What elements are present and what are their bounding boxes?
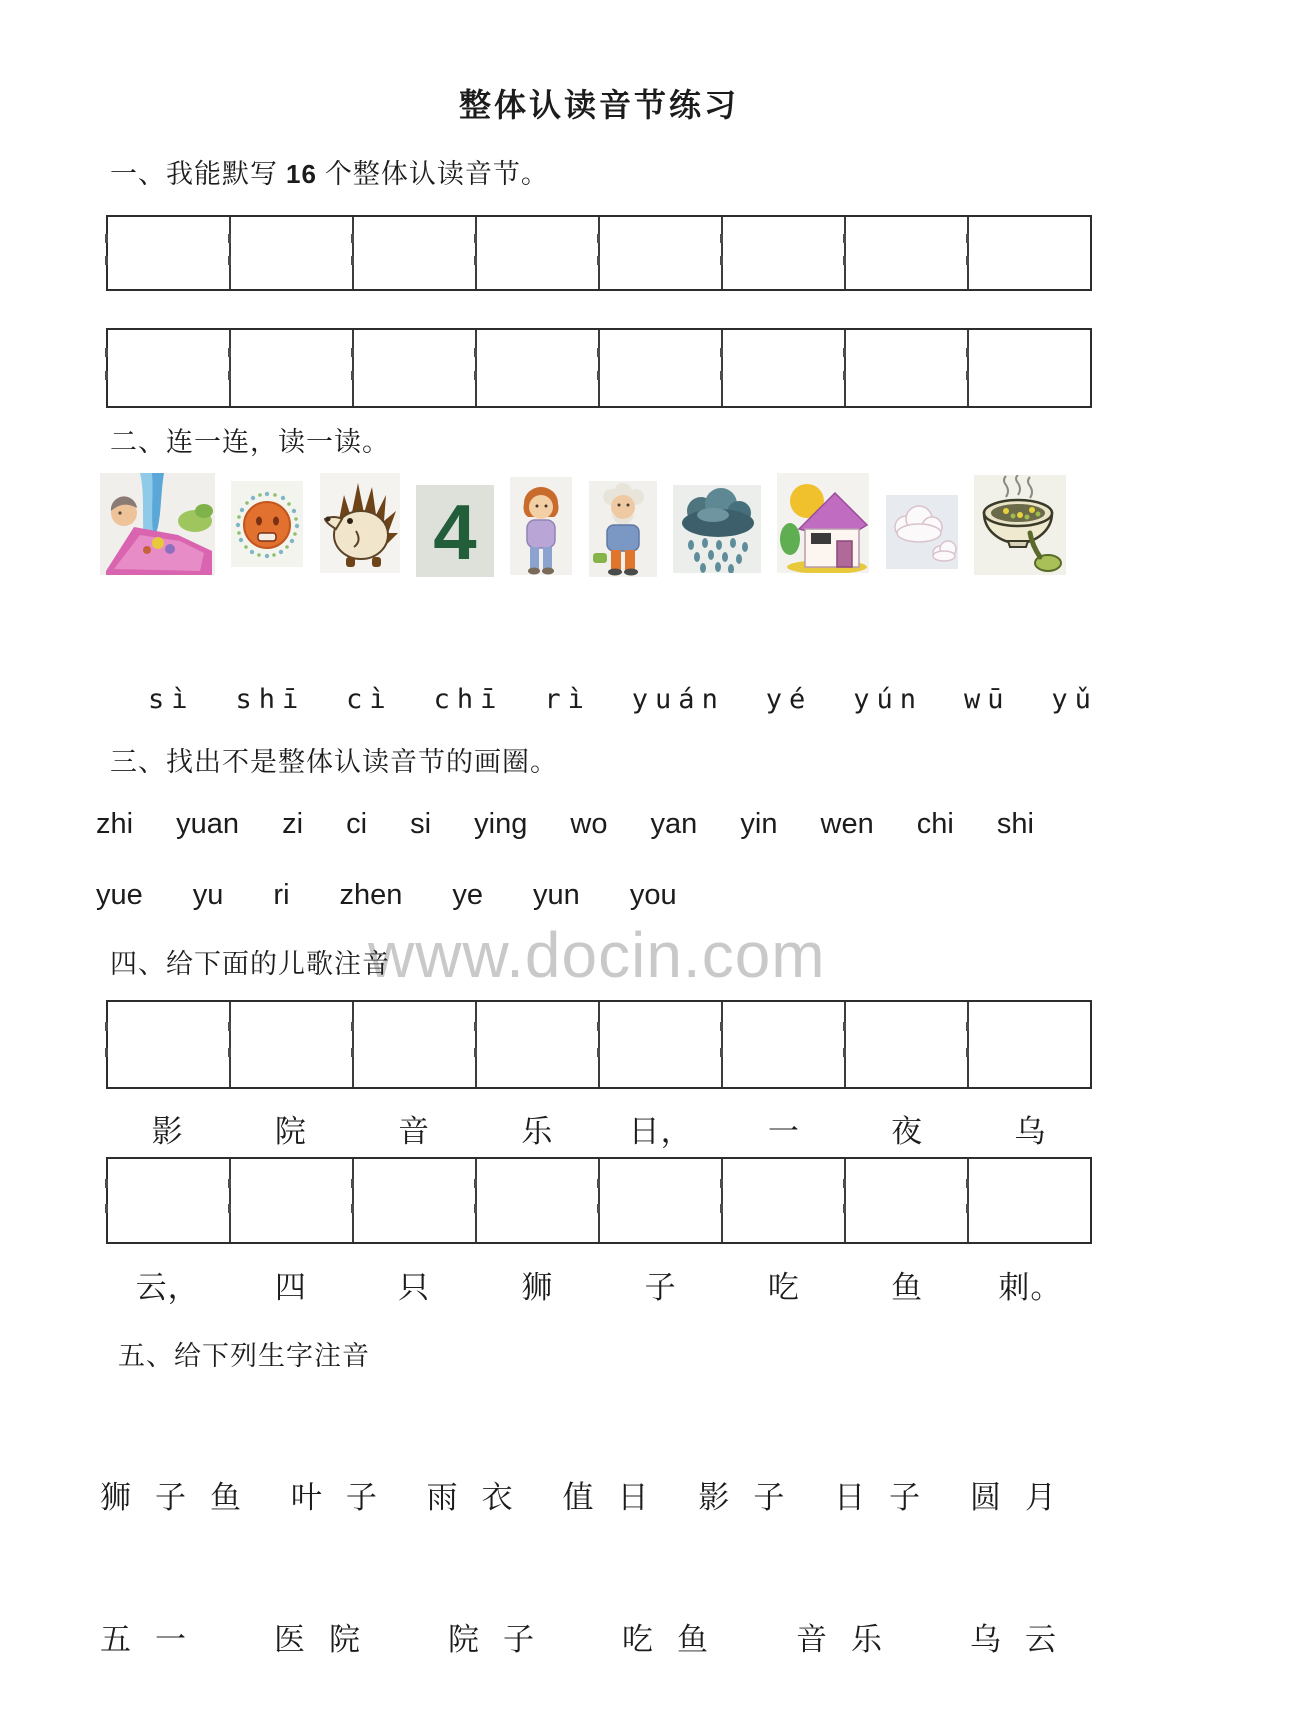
rhyme-line-2 [106, 1262, 1092, 1307]
write-cell [967, 1159, 1090, 1242]
write-cell [229, 1002, 352, 1087]
vocab-word [100, 1472, 241, 1517]
page-title: 整体认读音节练习 [458, 87, 739, 123]
syllable: ye [452, 879, 484, 911]
sun-face-image [231, 481, 303, 567]
rhyme-line-1 [106, 1106, 1092, 1151]
pinyin-token: yún [853, 684, 923, 715]
vocab-char: 狮 [100, 1480, 131, 1515]
write-cell [844, 1159, 967, 1242]
write-cell [598, 1002, 721, 1087]
vocab-char: 子 [155, 1480, 186, 1515]
vocab-word [698, 1472, 784, 1517]
vocab-char: 日 [617, 1480, 649, 1515]
syllable: yue [96, 879, 143, 911]
write-cell [721, 217, 844, 289]
write-cell [108, 1159, 229, 1242]
vocab-word [834, 1472, 920, 1517]
vocab-word [970, 1614, 1056, 1659]
child-sleeping-in-bed-image [100, 473, 215, 575]
annotation-grid-row2 [106, 1157, 1092, 1244]
syllable: zi [282, 808, 304, 840]
syllable: ci [346, 808, 368, 840]
picture-strip [100, 473, 1066, 577]
rhyme-char: 乌 [1014, 1114, 1047, 1149]
syllable: you [629, 879, 677, 911]
rhyme-char: 吃 [767, 1270, 800, 1305]
write-cell [475, 1002, 598, 1087]
write-cell [229, 1159, 352, 1242]
write-cell [844, 217, 967, 289]
vocab-char: 吃 [622, 1622, 653, 1657]
pinyin-token: chī [433, 684, 504, 715]
write-cell [229, 330, 352, 406]
rhyme-char: 院 [274, 1114, 307, 1149]
rhyme-char: 子 [644, 1270, 677, 1305]
hedgehog-image [320, 473, 400, 573]
vocab-char: 五 [100, 1622, 131, 1657]
vocab-char: 鱼 [210, 1480, 241, 1515]
section1-count: 16 [286, 159, 317, 189]
section1-heading-prefix: 一、我能默写 [110, 159, 278, 189]
rhyme-char: 鱼 [891, 1270, 924, 1305]
write-cell [967, 217, 1090, 289]
write-cell [967, 1002, 1090, 1087]
vocab-char: 值 [562, 1480, 594, 1515]
worksheet-page [96, 0, 1098, 1728]
syllable: chi [916, 808, 954, 840]
syllable: yin [740, 808, 778, 840]
vocab-word [796, 1614, 882, 1659]
vocab-char: 院 [329, 1622, 360, 1657]
vocab-char: 子 [503, 1622, 534, 1657]
syllable: wen [820, 808, 874, 840]
write-cell [352, 217, 475, 289]
vocab-char: 子 [889, 1480, 921, 1515]
rain-cloud-image [673, 485, 761, 573]
write-cell [229, 217, 352, 289]
write-cell [352, 1002, 475, 1087]
vocab-word [970, 1472, 1056, 1517]
write-cell [108, 217, 229, 289]
vocab-row-1 [100, 1472, 1056, 1517]
rhyme-char: 只 [398, 1270, 431, 1305]
rhyme-char: 云， [135, 1270, 200, 1305]
vocab-char: 乌 [970, 1622, 1001, 1657]
pinyin-answer-row [148, 684, 1098, 715]
rhyme-char: 乐 [521, 1114, 554, 1149]
child-image [510, 477, 572, 575]
write-cell [844, 1002, 967, 1087]
write-cell [475, 217, 598, 289]
rhyme-char: 音 [398, 1114, 431, 1149]
pinyin-token: yé [765, 684, 813, 715]
vocab-word [622, 1614, 708, 1659]
rhyme-char: 一 [767, 1114, 800, 1149]
section2-heading: 二、连一连，读一读。 [110, 427, 390, 457]
grandpa-image [589, 481, 657, 577]
vocab-char: 医 [274, 1622, 305, 1657]
pinyin-token: yuán [631, 684, 725, 715]
vocab-word [274, 1614, 360, 1659]
writing-grid-row2 [106, 328, 1092, 408]
write-cell [598, 330, 721, 406]
pinyin-token: sì [148, 684, 195, 715]
vocab-char: 云 [1025, 1622, 1056, 1657]
rhyme-char: 四 [274, 1270, 307, 1305]
section5-heading: 五、给下列生字注音 [118, 1341, 370, 1371]
write-cell [721, 1002, 844, 1087]
rhyme-char: 狮 [521, 1270, 554, 1305]
vocab-row-2 [100, 1614, 1056, 1659]
syllable: yun [533, 879, 580, 911]
section1-heading [110, 152, 549, 191]
vocab-word [427, 1472, 513, 1517]
write-cell [108, 330, 229, 406]
syllable: zhen [339, 879, 403, 911]
syllable: yu [192, 879, 224, 911]
section4-heading: 四、给下面的儿歌注音 [110, 949, 390, 979]
syllable: zhi [96, 808, 134, 840]
write-cell [598, 217, 721, 289]
rhyme-char: 刺。 [998, 1270, 1063, 1305]
writing-grid-row1 [106, 215, 1092, 291]
vocab-word [100, 1614, 186, 1659]
syllable: shi [996, 808, 1034, 840]
pinyin-token: rì [544, 684, 591, 715]
rhyme-char: 日， [628, 1114, 693, 1149]
number-four-glyph: 4 [433, 488, 477, 576]
syllable: ri [273, 879, 290, 911]
soup-bowl-image [974, 475, 1066, 575]
syllable: ying [474, 808, 528, 840]
vocab-char: 影 [698, 1480, 730, 1515]
vocab-char: 叶 [290, 1480, 322, 1515]
docin-watermark: www.docin.com [368, 919, 826, 991]
vocab-char: 日 [834, 1480, 866, 1515]
vocab-char: 乐 [851, 1622, 882, 1657]
rhyme-char: 夜 [891, 1114, 924, 1149]
syllable: wo [570, 808, 608, 840]
vocab-char: 鱼 [677, 1622, 708, 1657]
pinyin-token: wū [963, 684, 1011, 715]
vocab-word [291, 1472, 377, 1517]
syllable: yuan [176, 808, 240, 840]
house-with-sun-image [777, 473, 869, 573]
syllable: yan [650, 808, 698, 840]
write-cell [721, 1159, 844, 1242]
section3-heading: 三、找出不是整体认读音节的画圈。 [110, 747, 558, 777]
vocab-char: 音 [796, 1622, 827, 1657]
write-cell [844, 330, 967, 406]
vocab-char: 圆 [969, 1480, 1001, 1515]
write-cell [352, 1159, 475, 1242]
pinyin-token: yǔ [1051, 684, 1098, 715]
vocab-word [562, 1472, 648, 1517]
pinyin-token: cì [346, 684, 393, 715]
vocab-char: 子 [345, 1480, 377, 1515]
syllable-row-1 [96, 808, 1034, 841]
clouds-image [886, 495, 958, 569]
vocab-char: 院 [448, 1622, 479, 1657]
section1-heading-suffix: 个整体认读音节。 [324, 159, 549, 189]
vocab-char: 子 [753, 1480, 785, 1515]
write-cell [475, 1159, 598, 1242]
write-cell [598, 1159, 721, 1242]
write-cell [352, 330, 475, 406]
vocab-char: 月 [1024, 1480, 1056, 1515]
write-cell [721, 330, 844, 406]
vocab-char: 一 [155, 1622, 186, 1657]
vocab-char: 衣 [481, 1480, 513, 1515]
number-four-image [416, 485, 494, 577]
syllable: si [410, 808, 432, 840]
write-cell [475, 330, 598, 406]
rhyme-char: 影 [151, 1114, 184, 1149]
write-cell [108, 1002, 229, 1087]
syllable-row-2 [96, 879, 677, 912]
pinyin-token: shī [235, 684, 306, 715]
vocab-char: 雨 [426, 1480, 458, 1515]
vocab-word [448, 1614, 534, 1659]
write-cell [967, 330, 1090, 406]
annotation-grid-row1 [106, 1000, 1092, 1089]
